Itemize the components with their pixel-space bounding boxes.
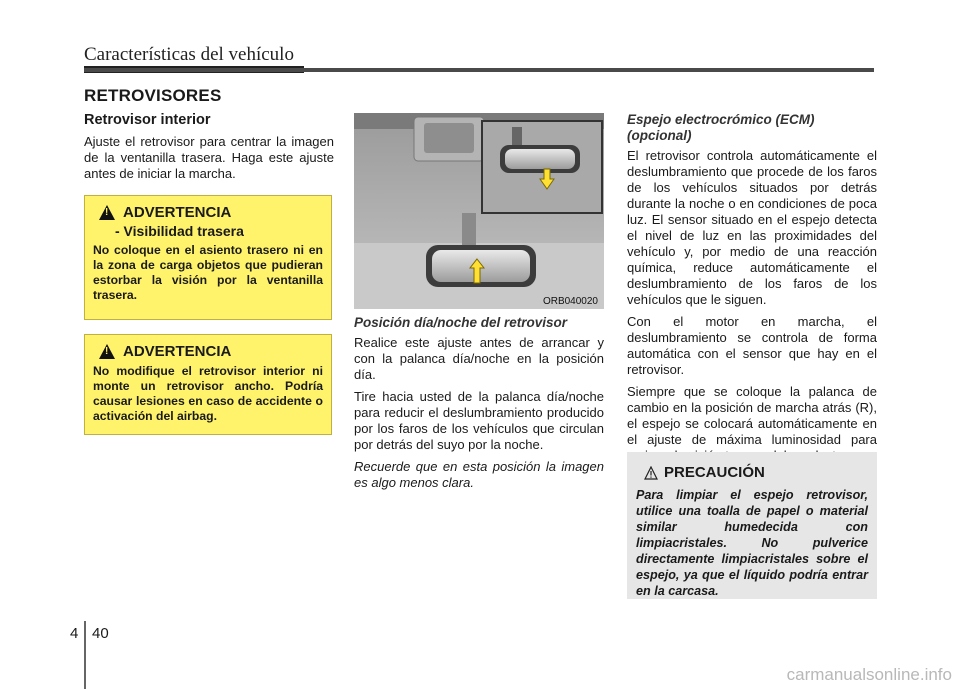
warning-box-visibility (84, 195, 332, 320)
warning-title: ADVERTENCIA (123, 343, 232, 360)
col3-heading: Espejo electrocrómico (ECM) (opcional) (627, 112, 815, 143)
warning-body: No coloque en el asiento trasero ni en la zona de carga objetos que pudieran estorbar la visión por la ventanilla trasera. (93, 243, 323, 302)
column-3 (627, 112, 877, 470)
page-number-divider (84, 621, 86, 689)
page-number: 40 (92, 625, 109, 642)
warning-title: ADVERTENCIA (123, 204, 232, 221)
col1-heading: Retrovisor interior (84, 112, 211, 128)
rearview-mirror-figure (354, 113, 604, 309)
column-1 (84, 112, 334, 188)
warning-triangle-icon (99, 205, 115, 220)
col3-paragraph-1: El retrovisor controla automáticamente el deslumbramiento que procede de los faros de los vehículos situados por detrás durante la noche o en condiciones de poca luz. El sensor situado en el espejo detecta el nivel de luz en las proximidades del vehículo y, por medio de una reacción química, reduce automáticamente el deslumbramiento de los faros de los vehículos que le siguen. (627, 148, 877, 307)
caution-body: Para limpiar el espejo retrovisor, utilice una toalla de papel o material similar humedecida con limpiacristales. No pulverice directamente limpiacristales sobre el espejo, ya que el líquido podría entrar en la carcasa. (636, 488, 868, 598)
col2-paragraph-3: Recuerde que en esta posición la imagen es algo menos clara. (354, 459, 604, 490)
col2-paragraph-1: Realice este ajuste antes de arrancar y con la palanca día/noche en la posición día. (354, 335, 604, 382)
col3-paragraph-3: Siempre que se coloque la palanca de cambio en la posición de marcha atrás (R), el espejo se colocará automáticamente en el ajuste de máxima luminosidad para (627, 384, 877, 447)
warning-box-modification (84, 334, 332, 435)
header-rule (84, 68, 874, 72)
caution-title: PRECAUCIÓN (664, 464, 765, 481)
col3-paragraph-2: Con el motor en marcha, el deslumbramiento se controla de forma automática con el sensor que hay en el retrovisor. (627, 314, 877, 377)
caution-box (627, 452, 877, 599)
col2-paragraph-2: Tire hacia usted de la palanca día/noche para reducir el deslumbramiento producido por los faros de los vehículos que circulan por detrás del suyo por la noche. (354, 389, 604, 452)
figure-code: ORB040020 (542, 296, 598, 307)
warning-triangle-icon (99, 344, 115, 359)
column-2 (354, 315, 604, 497)
section-title: RETROVISORES (84, 86, 222, 105)
chapter-number: 4 (70, 625, 79, 642)
warning-subtitle: - Visibilidad trasera (115, 223, 244, 239)
col1-paragraph: Ajuste el retrovisor para centrar la imagen de la ventanilla trasera. Haga este ajuste antes de iniciar la marcha. (84, 134, 334, 181)
watermark: carmanualsonline.info (786, 665, 952, 684)
chapter-title: Características del vehículo (84, 44, 294, 65)
rearview-mirror-illustration (354, 113, 604, 309)
col2-heading: Posición día/noche del retrovisor (354, 315, 568, 330)
warning-body: No modifique el retrovisor interior ni monte un retrovisor ancho. Podría causar lesiones en caso de accidente o activación del airbag. (93, 364, 323, 423)
caution-triangle-icon (644, 466, 658, 480)
